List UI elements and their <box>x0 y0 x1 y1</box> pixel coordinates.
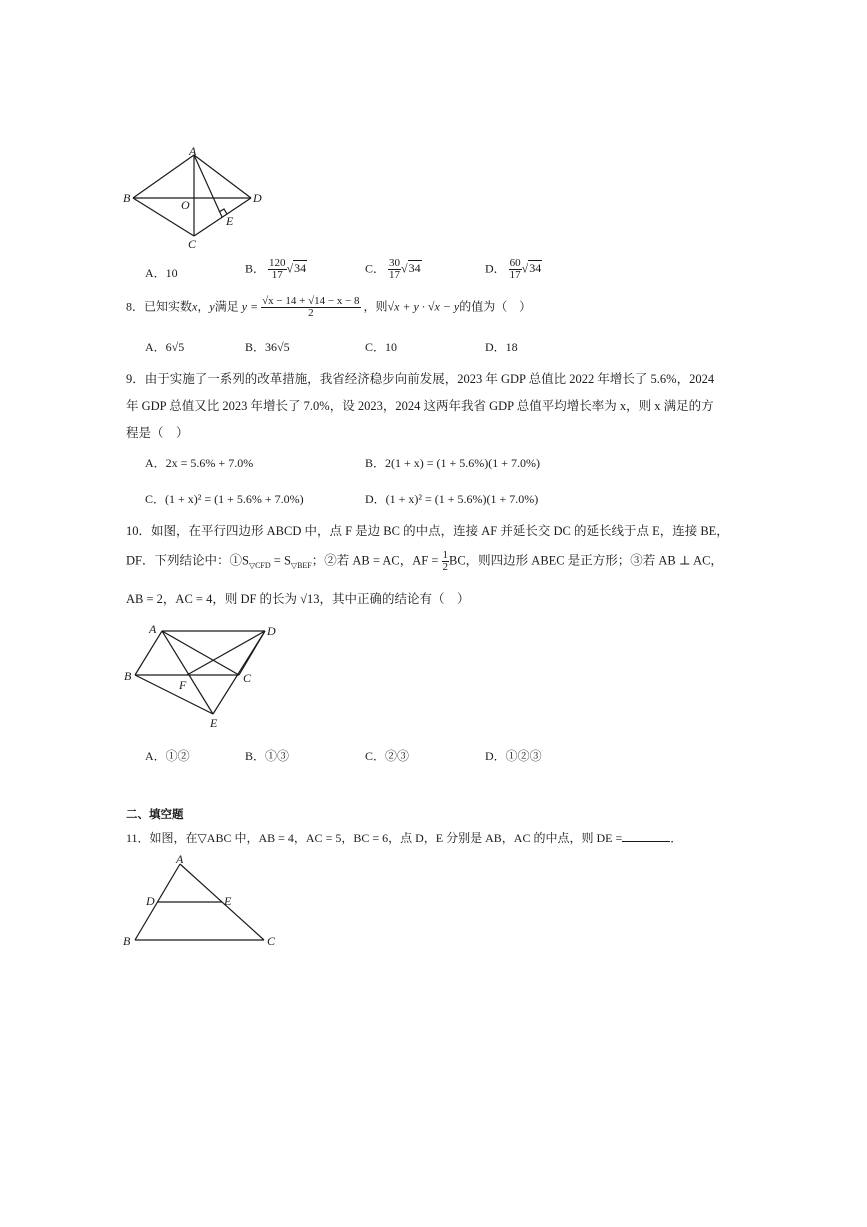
q8-var-y: y <box>209 299 215 314</box>
q10-sub-cfd: ▽CFD <box>248 560 271 570</box>
figure-rhombus <box>118 145 278 255</box>
figure-parallelogram <box>118 620 293 735</box>
q8-option-c: C．10 <box>365 340 398 354</box>
label-B: B <box>123 191 131 205</box>
q11-question <box>126 829 682 846</box>
label-A: A <box>189 145 197 158</box>
q8-sep: ， <box>197 299 210 314</box>
q7-option-d: D． $\frac{60}{17}$ √34 <box>485 257 542 281</box>
q9-option-b: B．2(1 + x) = (1 + 5.6%)(1 + 7.0%) <box>365 456 541 470</box>
label-O: O <box>181 198 190 212</box>
label-C: C <box>267 934 276 948</box>
q9-option-a: A．2x = 5.6% + 7.0% <box>145 456 254 470</box>
q8-prefix: 8．已知实数 <box>126 299 193 314</box>
q10-line-1: 10．如图，在平行四边形 ABCD 中，点 F 是边 BC 的中点，连接 AF 并延长交 DC 的延长线于点 E，连接 BE， <box>126 524 729 538</box>
q8-equation-fraction: $\frac{√x - 14 + √14 - x - 8}{2}$ <box>262 295 360 319</box>
q10-line-2 <box>126 550 723 573</box>
label-C: C <box>243 671 252 685</box>
q9-option-c: C．(1 + x)² = (1 + 5.6% + 7.0%) <box>145 492 304 506</box>
q7-option-d-fraction: $\frac{60}{17}$ <box>509 257 521 281</box>
q8-option-a: A．6√5 <box>145 340 185 354</box>
q7-option-b-radicand: 34 <box>294 261 307 276</box>
q8-option-d: D．18 <box>485 340 518 354</box>
q10-option-a: A．①② <box>145 749 190 763</box>
q10-half-fraction: $\frac{1}{2}$ <box>442 549 448 573</box>
q9-line-3: 程是（ ） <box>126 426 189 440</box>
label-E: E <box>224 894 232 908</box>
q10-option-b: B．①③ <box>245 749 290 763</box>
q7-option-b-fraction: $\frac{120}{17}$ <box>269 257 286 281</box>
q10-line2-a: DF．下列结论中：①S <box>126 553 249 568</box>
label-A: A <box>149 622 157 636</box>
label-E: E <box>210 716 218 730</box>
label-C: C <box>188 237 197 251</box>
label-E: E <box>226 214 234 228</box>
figure-triangle <box>118 852 288 952</box>
q10-line2-c: ；②若 AB = AC，AF = <box>311 553 439 568</box>
q9-line-1: 9．由于实施了一系列的改革措施，我省经济稳步向前发展，2023 年 GDP 总值比 2022 年增长了 5.6%，2024 <box>126 372 715 386</box>
q8-suffix: 的值为（ ） <box>459 299 532 314</box>
q7-option-c-fraction: $\frac{30}{17}$ <box>389 257 401 281</box>
q10-option-c: C．②③ <box>365 749 410 763</box>
q7-option-b: B． $\frac{120}{17}$ √34 <box>245 257 307 281</box>
label-B: B <box>123 934 131 948</box>
q10-line-3: AB = 2，AC = 4，则 DF 的长为 √13，其中正确的结论有（ ） <box>126 592 470 606</box>
q10-line2-b: = S <box>270 553 291 568</box>
q10-sub-bef: ▽BEF <box>290 560 312 570</box>
q8-option-b: B．36√5 <box>245 340 290 354</box>
q8-eq-lhs: y = <box>241 299 259 314</box>
q7-option-c: C． $\frac{30}{17}$ √34 <box>365 257 421 281</box>
q7-option-c-letter: C． <box>365 261 386 276</box>
label-D: D <box>267 624 276 638</box>
label-F: F <box>179 678 187 692</box>
q7-option-b-letter: B． <box>245 261 266 276</box>
q9-option-d: D．(1 + x)² = (1 + 5.6%)(1 + 7.0%) <box>365 492 539 506</box>
label-D: D <box>146 894 155 908</box>
q7-option-d-radicand: 34 <box>529 261 542 276</box>
q8-question <box>126 296 531 319</box>
q11-end: ． <box>670 831 683 845</box>
q7-option-a: A．10 <box>145 266 178 280</box>
section-title: 二、填空题 <box>126 807 184 821</box>
answer-blank[interactable] <box>622 831 670 842</box>
q10-option-d: D．①②③ <box>485 749 542 763</box>
label-A: A <box>176 852 184 866</box>
q7-option-c-radicand: 34 <box>408 261 421 276</box>
q8-then: ，则 <box>363 299 388 314</box>
label-B: B <box>124 669 132 683</box>
label-D: D <box>253 191 262 205</box>
q7-option-d-letter: D． <box>485 261 506 276</box>
q9-line-2: 年 GDP 总值又比 2023 年增长了 7.0%，设 2023，2024 这两年我省 GDP 总值平均增长率为 x，则 x 满足的方 <box>126 399 714 413</box>
q10-line2-d: BC，则四边形 ABEC 是正方形；③若 AB ⊥ AC， <box>449 553 723 568</box>
q11-text: 11．如图，在▽ABC 中，AB = 4，AC = 5，BC = 6，点 D，E 分别是 AB，AC 的中点，则 DE = <box>126 831 623 845</box>
q8-expression: √x + y · √x − y <box>387 299 460 314</box>
q8-var-x: x <box>192 299 198 314</box>
q8-mid: 满足 <box>214 299 239 314</box>
